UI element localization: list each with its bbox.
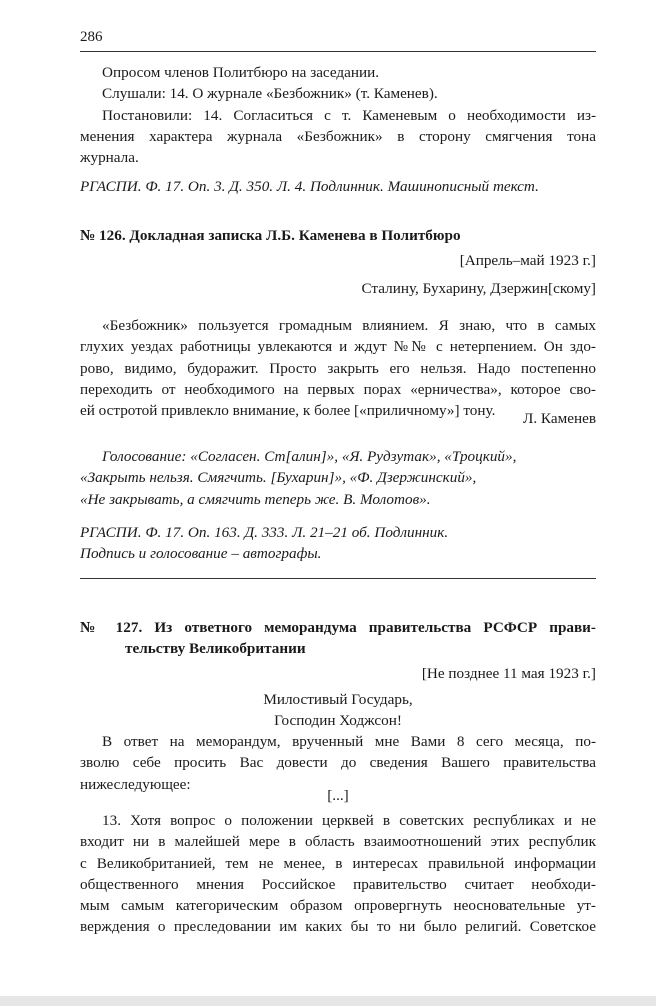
- body-line: «Безбожник» пользуется громадным влиянием. Я знаю, что в самых: [102, 317, 596, 334]
- body-line: 13. Хотя вопрос о положении церквей в советских республиках и не: [102, 812, 596, 829]
- archive-citation: [80, 176, 596, 197]
- voting-block-126: [80, 446, 596, 510]
- protocol-line: менения характера журнала «Безбожник» в сторону смягчения тона: [80, 127, 596, 145]
- voting-line: Голосование: «Согласен. Ст[алин]», «Я. Рудзутак», «Троцкий»,: [102, 448, 517, 465]
- header-rule: [80, 51, 596, 52]
- voting-line: «Закрыть нельзя. Смягчить. [Бухарин]», «Ф. Дзержинский»,: [80, 469, 477, 487]
- document-body-126: [80, 315, 596, 421]
- document-date-126: [80, 250, 596, 271]
- archive-citation-126: [80, 522, 596, 565]
- document-heading-126: [80, 225, 596, 246]
- document-date-127: [80, 663, 596, 684]
- heading-line: тельству Великобритании: [125, 640, 306, 658]
- protocol-paragraph: [80, 62, 596, 168]
- date-line: [Не позднее 11 мая 1923 г.]: [421, 665, 596, 682]
- body-line: зволю себе просить Вас довести до сведения Вашего правительства: [80, 754, 596, 772]
- body-line: глухих уездах работницы увлекаются и ждут №№ с нетерпением. Он здо-: [80, 338, 596, 356]
- voting-line: «Не закрывать, а смягчить теперь же. В. Молотов».: [80, 490, 431, 508]
- body-line: общественного мнения Российское правительство считает необходи-: [80, 875, 596, 893]
- signature-line: Л. Каменев: [523, 410, 596, 427]
- body-line: переходить от необходимого на первых порах «ерничества», которое сво-: [80, 380, 596, 398]
- heading-line: № 127. Из ответного меморандума правительства РСФСР прави-: [80, 619, 596, 636]
- addressees-126: [80, 278, 596, 299]
- heading-line: № 126. Докладная записка Л.Б. Каменева в Политбюро: [80, 227, 461, 244]
- protocol-line: Опросом членов Политбюро на заседании.: [102, 64, 380, 81]
- memorandum-paragraph-13: [80, 810, 596, 938]
- ellipsis-line: [...]: [327, 787, 349, 804]
- citation-line: Подпись и голосование – автографы.: [80, 545, 322, 563]
- salutation-line: Господин Ходжсон!: [274, 712, 402, 730]
- section-rule: [80, 578, 596, 579]
- body-line: входит ни в малейшей мере в область взаимоотношений этих республик: [80, 833, 596, 851]
- protocol-line: Слушали: 14. О журнале «Безбожник» (т. Каменев).: [102, 85, 438, 103]
- salutation-line: Милостивый Государь,: [263, 691, 413, 708]
- body-line: рово, видимо, будоражит. Просто закрыть его нельзя. Надо постепенно: [80, 359, 596, 377]
- protocol-line: Постановили: 14. Согласиться с т. Каменевым о необходимости из-: [102, 106, 596, 124]
- signature-126: [80, 408, 596, 429]
- body-line: мым самым категорическим образом опровергнуть неосновательные ут-: [80, 897, 596, 915]
- body-line: ей остротой привлекло внимание, к более [«приличному»] тону.: [80, 402, 496, 420]
- citation-line: РГАСПИ. Ф. 17. Оп. 3. Д. 350. Л. 4. Подлинник. Машинописный текст.: [80, 178, 539, 195]
- citation-line: РГАСПИ. Ф. 17. Оп. 163. Д. 333. Л. 21–21 об. Подлинник.: [80, 524, 449, 541]
- addressee-line: Сталину, Бухарину, Дзержин[скому]: [361, 280, 596, 297]
- body-line: В ответ на меморандум, врученный мне Вами 8 сего месяца, по-: [102, 733, 596, 750]
- protocol-line: журнала.: [80, 149, 139, 167]
- date-line: [Апрель–май 1923 г.]: [459, 252, 596, 269]
- page-bottom-edge: [0, 996, 656, 1006]
- omission-mark: [80, 785, 596, 806]
- salutation: [80, 689, 596, 732]
- body-line: нижеследующее:: [80, 775, 191, 793]
- body-line: верждения о преследовании им каких бы то ни было религий. Советское: [80, 918, 596, 936]
- body-line: с Великобританией, тем не менее, в интересах правильной информации: [80, 854, 596, 872]
- page-number: 286: [80, 29, 103, 45]
- document-heading-127: [80, 617, 596, 660]
